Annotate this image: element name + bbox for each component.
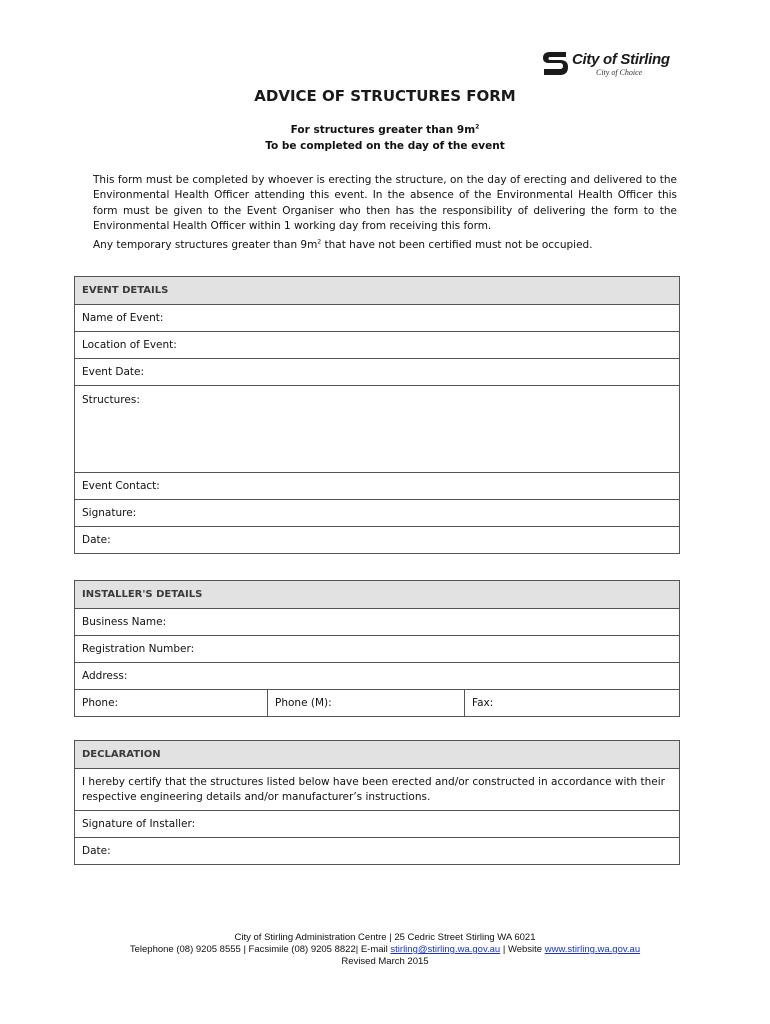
logo-tagline: City of Choice: [596, 68, 643, 77]
footer-revised: Revised March 2015: [341, 956, 429, 967]
subtitle-superscript: 2: [475, 123, 480, 131]
registration-number-field[interactable]: Registration Number:: [75, 635, 679, 662]
event-details-section: [74, 276, 680, 554]
installer-details-section: [74, 580, 680, 717]
event-signature-field[interactable]: Signature:: [75, 499, 679, 526]
declaration-heading: DECLARATION: [75, 741, 679, 768]
note-superscript: 2: [317, 238, 322, 246]
declaration-date-field[interactable]: Date:: [75, 837, 679, 864]
event-date-field[interactable]: Event Date:: [75, 358, 679, 385]
event-sign-date-field[interactable]: Date:: [75, 526, 679, 553]
footer-address: City of Stirling Administration Centre | 25 Cedric Street Stirling WA 6021: [234, 932, 536, 943]
subtitle-text: For structures greater than 9m: [290, 124, 476, 136]
footer-contacts: [0, 944, 770, 956]
address-field[interactable]: Address:: [75, 662, 679, 689]
mobile-phone-field[interactable]: Phone (M):: [267, 690, 464, 716]
email-link[interactable]: stirling@stirling.wa.gov.au: [390, 944, 501, 955]
footer: [0, 932, 770, 968]
stirling-s-icon: [540, 48, 570, 78]
declaration-text: I hereby certify that the structures listed below have been erected and/or constructed in accordance with their respective engineering details and/or manufacturer’s instructions.: [75, 768, 679, 810]
phone-row: [75, 689, 679, 716]
subtitle-line-1: [0, 122, 770, 138]
event-name-field[interactable]: Name of Event:: [75, 304, 679, 331]
installer-details-heading: INSTALLER'S DETAILS: [75, 581, 679, 608]
event-details-heading: EVENT DETAILS: [75, 277, 679, 304]
note-before: Any temporary structures greater than 9m: [93, 239, 318, 251]
form-subtitle: [0, 122, 770, 154]
website-link[interactable]: www.stirling.wa.gov.au: [544, 944, 641, 955]
form-title: ADVICE OF STRUCTURES FORM: [254, 87, 516, 105]
structures-field[interactable]: Structures:: [75, 385, 679, 472]
note-after: that have not been certified must not be occupied.: [321, 239, 593, 251]
intro-note: [93, 238, 677, 253]
business-name-field[interactable]: Business Name:: [75, 608, 679, 635]
logo-name: City of Stirling: [572, 51, 670, 68]
subtitle-line-2: To be completed on the day of the event: [265, 140, 505, 152]
declaration-section: [74, 740, 680, 865]
city-of-stirling-logo: [540, 48, 680, 80]
footer-website-label: | Website: [500, 944, 545, 955]
fax-field[interactable]: Fax:: [464, 690, 679, 716]
intro-paragraph: This form must be completed by whoever is erecting the structure, on the day of erecting and delivered to the Environmental Health Officer attending this event. In the absence of the Environmental Health Officer this form must be given to the Event Organiser who then has the responsibility of delivering the form to the Environmental Health Officer within 1 working day from receiving this form.: [93, 174, 677, 232]
event-location-field[interactable]: Location of Event:: [75, 331, 679, 358]
footer-phone-fax: Telephone (08) 9205 8555 | Facsimile (08) 9205 8822| E-mail: [129, 944, 391, 955]
phone-field[interactable]: Phone:: [82, 697, 119, 709]
event-contact-field[interactable]: Event Contact:: [75, 472, 679, 499]
installer-signature-field[interactable]: Signature of Installer:: [75, 810, 679, 837]
